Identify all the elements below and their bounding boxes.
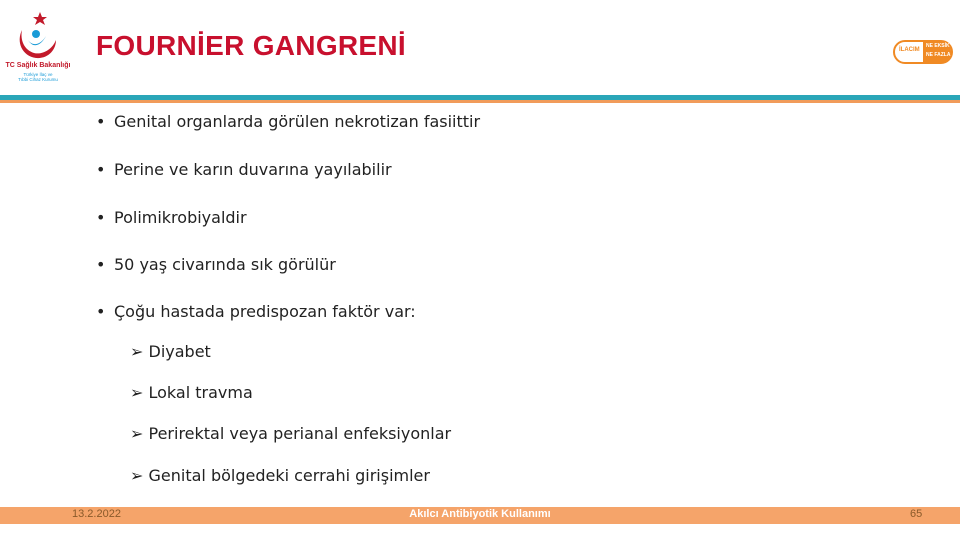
ministry-emblem-icon	[12, 10, 60, 62]
sub-bullet-item: ➢ Lokal travma	[130, 383, 253, 402]
footer-date: 13.2.2022	[72, 508, 121, 520]
bullet-item: • Perine ve karın duvarına yayılabilir	[96, 160, 392, 179]
page-number: 65	[910, 508, 923, 520]
campaign-logo	[893, 38, 955, 66]
ministry-name: TC Sağlık Bakanlığı	[5, 62, 71, 69]
sub-bullet-item: ➢ Perirektal veya perianal enfeksiyonlar	[130, 424, 452, 443]
bullet-item: • Polimikrobiyaldir	[96, 208, 247, 227]
arrow-bullet-icon: ➢	[130, 342, 149, 361]
ministry-logo	[4, 10, 71, 82]
footer-title: Akılcı Antibiyotik Kullanımı	[409, 508, 551, 520]
bullet-item: • Genital organlarda görülen nekrotizan fasiittir	[96, 112, 481, 131]
campaign-logo-box: NE EKSİK NE FAZLA	[923, 41, 951, 63]
slide-title: FOURNİER GANGRENİ	[96, 30, 406, 61]
arrow-bullet-icon: ➢	[130, 466, 149, 485]
sub-bullet-item: ➢ Diyabet	[130, 342, 211, 361]
sub-bullet-item: ➢ Genital bölgedeki cerrahi girişimler	[130, 466, 430, 485]
campaign-logo-word: İLACIM	[899, 47, 920, 53]
bullet-item: • Çoğu hastada predispozan faktör var:	[96, 302, 416, 321]
footer-bar	[0, 507, 960, 524]
ministry-subtitle: Türkiye İlaç ve Tıbbi Cihaz Kurumu	[18, 72, 58, 82]
header-divider-orange	[0, 100, 960, 103]
arrow-bullet-icon: ➢	[130, 383, 149, 402]
bullet-item: • 50 yaş civarında sık görülür	[96, 255, 336, 274]
arrow-bullet-icon: ➢	[130, 424, 149, 443]
